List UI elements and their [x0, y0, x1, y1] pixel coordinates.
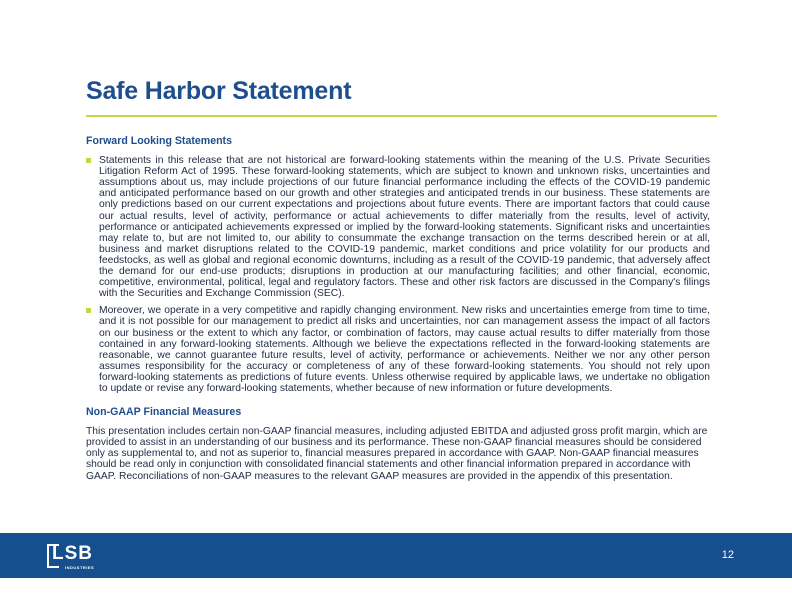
forward-looking-bullets: [86, 155, 710, 394]
logo-subtitle: INDUSTRIES: [65, 565, 95, 570]
non-gaap-paragraph: This presentation includes certain non-GAAP financial measures, including adjusted EBITDA and adjusted gross profit margin, which are provided to assist in an understanding of our business and its performance. These non-GAAP financial measures should be considered only as supplemental to, and not as superior to, financial measures prepared in accordance with GAAP. Non-GAAP financial measures should be read only in conjunction with consolidated financial statements and other financial information prepared in accordance with GAAP. Reconciliations of non-GAAP measures to the relevant GAAP measures are provided in the appendix of this presentation.: [86, 426, 708, 482]
square-bullet-icon: [86, 308, 91, 313]
square-bullet-icon: [86, 158, 91, 163]
bullet-text: Moreover, we operate in a very competitive and rapidly changing environment. New risks and uncertainties emerge from time to time, and it is not possible for our management to predict all risks and uncertainties, nor can management assess the impact of all factors on our business or the extent to which any factor, or combination of factors, may cause actual results to differ materially from those contained in any forward-looking statements. Although we believe the expectations reflected in the forward-looking statements are reasonable, we cannot guarantee future results, level of activity, performance or achievements. Neither we nor any other person assumes responsibility for the accuracy or completeness of any of these forward-looking statements. You should not rely upon forward-looking statements as predictions of future events. Unless otherwise required by applicable laws, we undertake no obligation to update or revise any forward-looking statements, whether because of new information or future developments.: [99, 305, 710, 394]
page-number: 12: [721, 549, 734, 561]
bullet-item: [86, 155, 710, 299]
slide-title: Safe Harbor Statement: [86, 77, 352, 105]
logo-letters: LSB: [52, 543, 93, 564]
title-divider: [86, 115, 717, 117]
footer-bar: [0, 533, 792, 578]
non-gaap-section: [86, 407, 710, 482]
slide-content: [86, 136, 710, 482]
bullet-text: Statements in this release that are not historical are forward-looking statements within the meaning of the U.S. Private Securities Litigation Reform Act of 1995. These forward-looking statements, which are subject to known and unknown risks, uncertainties and assumptions about us, may include projections of our future financial performance including the effects of the COVID-19 pandemic and anticipated performance based on our growth and other strategies and anticipated trends in our business. These statements are only predictions based on our current expectations and projections about future events. There are important factors that could cause our actual results, level of activity, performance or actual achievements to differ materially from the results, level of activity, performance or anticipated achievements expressed or implied by the forward-looking statements. Significant risks and uncertainties may relate to, but are not limited to, our ability to consummate the exchange transaction on the terms described herein or at all, business and market disruptions related to the COVID-19 pandemic, market conditions and price volatility for our products and feedstocks, as well as global and regional economic downturns, including as a result of the COVID-19 pandemic, that adversely affect the demand for our end-use products; disruptions in production at our manufacturing facilities; and other financial, economic, competitive, environmental, political, legal and regulatory factors. These and other risk factors are discussed in the Company's filings with the Securities and Exchange Commission (SEC).: [99, 155, 710, 300]
lsb-logo: [47, 543, 97, 570]
forward-looking-heading: Forward Looking Statements: [86, 135, 232, 147]
bullet-item: [86, 305, 710, 394]
non-gaap-heading: Non-GAAP Financial Measures: [86, 406, 242, 419]
